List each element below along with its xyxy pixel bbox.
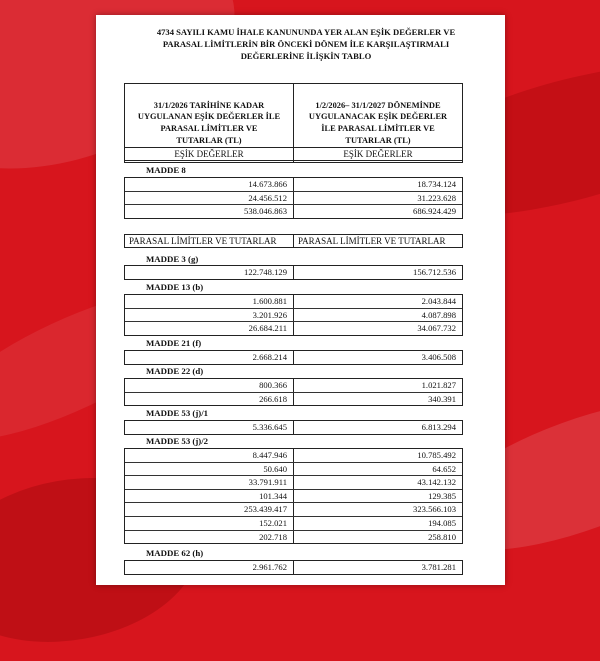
value-row (125, 266, 462, 279)
value-row (125, 449, 462, 463)
group-label: MADDE 21 (f) (146, 338, 202, 348)
previous-value: 1.600.881 (125, 295, 294, 308)
section-esik-degerler (124, 147, 463, 161)
value-row (125, 351, 462, 364)
new-value: 323.566.103 (413, 504, 456, 515)
section-parasal-limitler (124, 234, 463, 248)
new-value: 64.652 (432, 463, 456, 474)
previous-value: 26.684.211 (125, 322, 294, 335)
value-group (124, 560, 463, 575)
previous-value: 122.748.129 (125, 266, 294, 279)
value-row (125, 463, 462, 477)
header-line: 31/1/2026 TARİHİNE KADAR (153, 100, 265, 110)
new-value: 194.085 (428, 517, 456, 528)
value-row (125, 205, 462, 218)
value-row (125, 421, 462, 434)
group-label: MADDE 53 (j)/1 (146, 408, 209, 418)
value-row (125, 531, 462, 544)
previous-value: 2.668.214 (125, 351, 294, 364)
previous-value: 538.046.863 (125, 205, 294, 218)
value-row (125, 503, 462, 517)
previous-value: 3.201.926 (125, 309, 294, 322)
header-line: PARASAL LİMİTLER VE (160, 124, 258, 133)
new-value: 129.385 (428, 490, 456, 501)
value-group (124, 177, 463, 219)
new-value: 3.781.281 (421, 562, 456, 572)
previous-value: 14.673.866 (125, 178, 294, 191)
previous-value: 152.021 (125, 517, 294, 530)
previous-value: 266.618 (125, 393, 294, 406)
previous-value: 202.718 (125, 531, 294, 544)
value-row (125, 476, 462, 490)
header-line: TUTARLAR (TL) (176, 135, 242, 145)
value-group (124, 294, 463, 336)
new-value: 1.021.827 (421, 380, 456, 390)
value-group (124, 350, 463, 365)
new-value: 686.924.429 (413, 206, 456, 217)
document-title (126, 26, 486, 63)
value-row (125, 295, 462, 309)
new-value: 2.043.844 (421, 296, 456, 306)
previous-value: 50.640 (125, 463, 294, 476)
value-row (125, 379, 462, 393)
new-value: 340.391 (428, 393, 456, 404)
value-row (125, 192, 462, 206)
new-value: 258.810 (428, 531, 456, 542)
value-group (124, 420, 463, 435)
header-line: UYGULANACAK EŞİK DEĞERLER (308, 112, 448, 122)
previous-value: 800.366 (125, 379, 294, 392)
group-label: MADDE 62 (h) (146, 548, 204, 558)
title-line: PARASAL LİMİTLERİN BİR ÖNCEKİ DÖNEM İLE KARŞILAŞTIRMALI (162, 39, 450, 50)
new-value: 4.087.898 (421, 309, 456, 320)
group-label: MADDE 3 (g) (146, 254, 199, 264)
header-line: UYGULANAN EŞİK DEĞERLER İLE (137, 112, 281, 122)
header-line: TUTARLAR (TL) (345, 135, 411, 145)
value-row (125, 517, 462, 531)
new-value: 10.785.492 (417, 450, 456, 460)
section-label-right: EŞİK DEĞERLER (343, 149, 413, 159)
value-group (124, 448, 463, 544)
new-value: 18.734.124 (417, 179, 456, 189)
value-row (125, 393, 462, 406)
new-value: 6.813.294 (421, 422, 456, 432)
new-value: 34.067.732 (417, 323, 456, 334)
previous-value: 2.961.762 (125, 561, 294, 574)
previous-value: 33.791.911 (125, 476, 294, 489)
document-page (96, 15, 505, 585)
header-line: 1/2/2026– 31/1/2027 DÖNEMİNDE (315, 100, 441, 110)
value-row (125, 322, 462, 335)
value-row (125, 561, 462, 574)
new-value: 156.712.536 (413, 267, 456, 277)
value-row (125, 309, 462, 323)
new-value: 3.406.508 (421, 352, 456, 362)
section-label-right: PARASAL LİMİTLER VE TUTARLAR (298, 236, 446, 246)
previous-value: 253.439.417 (125, 503, 294, 516)
section-label-left: EŞİK DEĞERLER (125, 148, 294, 160)
new-value: 43.142.132 (417, 477, 456, 488)
new-value: 31.223.628 (417, 192, 456, 203)
value-group (124, 378, 463, 406)
group-label: MADDE 8 (146, 165, 186, 175)
title-line: 4734 SAYILI KAMU İHALE KANUNUNDA YER ALAN EŞİK DEĞERLER VE (156, 27, 456, 37)
group-label: MADDE 53 (j)/2 (146, 436, 209, 446)
value-row (125, 178, 462, 192)
group-label: MADDE 22 (d) (146, 366, 204, 376)
previous-value: 5.336.645 (125, 421, 294, 434)
title-line: DEĞERLERİNE İLİŞKİN TABLO (240, 51, 372, 62)
previous-value: 101.344 (125, 490, 294, 503)
previous-value: 24.456.512 (125, 192, 294, 205)
value-row (125, 490, 462, 504)
previous-value: 8.447.946 (125, 449, 294, 462)
header-line: İLE PARASAL LİMİTLER VE (321, 124, 435, 133)
value-group (124, 265, 463, 280)
section-label-left: PARASAL LİMİTLER VE TUTARLAR (125, 235, 294, 247)
group-label: MADDE 13 (b) (146, 282, 204, 292)
